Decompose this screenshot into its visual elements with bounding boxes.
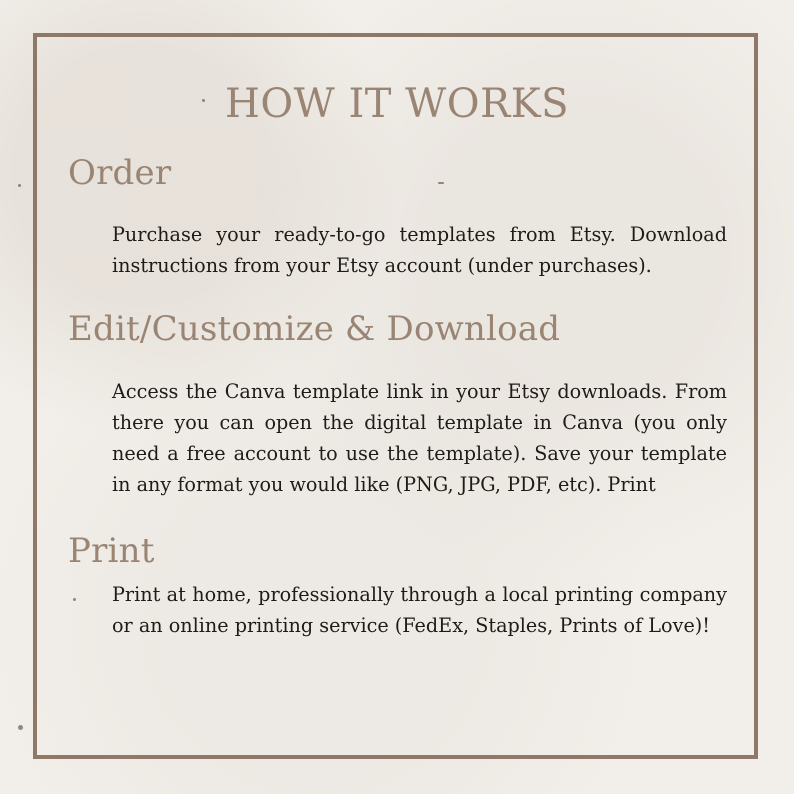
paper-speck bbox=[18, 184, 21, 187]
page-title: HOW IT WORKS bbox=[224, 81, 569, 127]
paper-speck bbox=[73, 598, 76, 601]
section-heading-print: Print bbox=[68, 531, 155, 571]
section-heading-edit-customize-download: Edit/Customize & Download bbox=[68, 309, 561, 349]
section-body-order: Purchase your ready-to-go templates from Etsy. Download instructions from your Etsy account (under purchases). bbox=[112, 223, 727, 277]
section-body-print: Print at home, professionally through a local printing company or an online printing service (FedEx, Staples, Prints of Love)! bbox=[112, 583, 727, 637]
paper-speck bbox=[438, 182, 444, 184]
section-heading-order: Order bbox=[68, 153, 172, 193]
section-body-edit-customize-download: Access the Canva template link in your Etsy downloads. From there you can open the digital template in Canva (you only need a free account to use the template). Save your template in any format you would like (PNG, JPG, PDF, etc). Print bbox=[112, 380, 727, 496]
paper-speck bbox=[18, 725, 23, 730]
